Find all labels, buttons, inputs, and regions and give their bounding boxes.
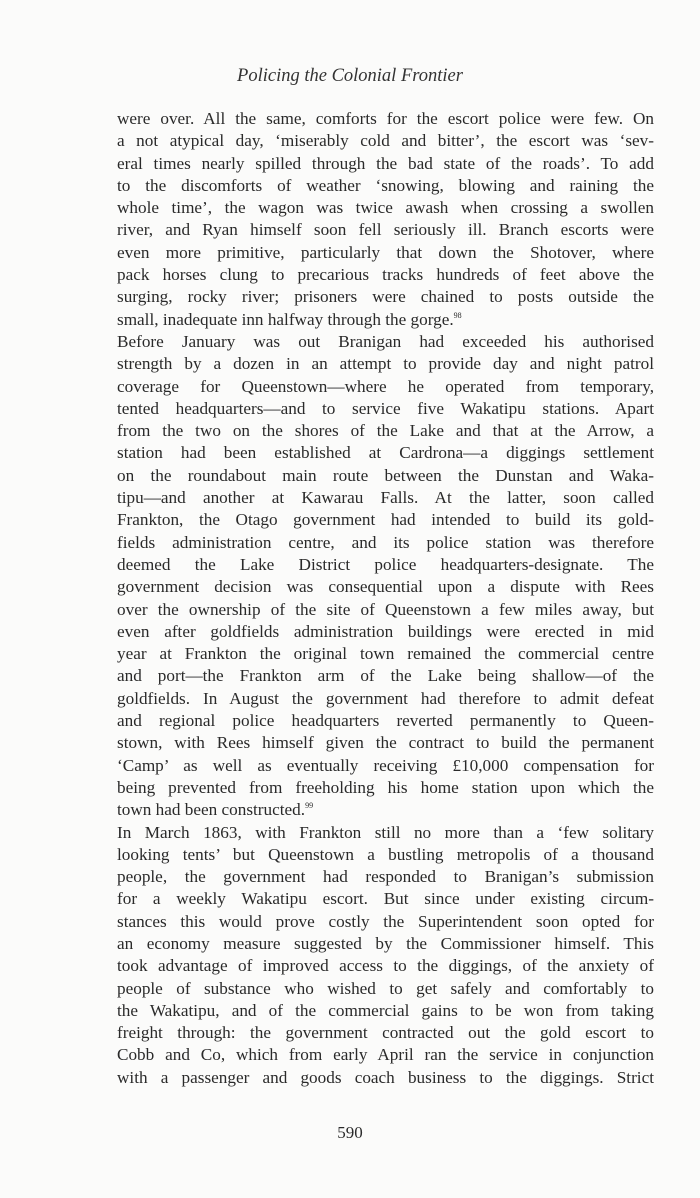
text-line: In March 1863, with Frankton still no more than a ‘few solitary: [117, 822, 654, 842]
text-line: people of substance who wished to get safely and comfortably to: [117, 978, 654, 998]
text-line: and regional police headquarters reverted permanently to Queen-: [117, 711, 654, 731]
text-line: eral times nearly spilled through the bad state of the roads’. To add: [117, 153, 654, 173]
text-line: ‘Camp’ as well as eventually receiving £10,000 compensation for: [117, 755, 654, 775]
text-line: Cobb and Co, which from early April ran the service in conjunction: [117, 1045, 654, 1065]
text-line: and port—the Frankton arm of the Lake being shallow—of the: [117, 666, 654, 686]
text-line: took advantage of improved access to the diggings, of the anxiety of: [117, 956, 654, 976]
text-line-content: small, inadequate inn halfway through the gorge.: [117, 309, 454, 329]
text-line: deemed the Lake District police headquarters-designate. The: [117, 554, 654, 574]
text-line: people, the government had responded to Branigan’s submission: [117, 867, 654, 887]
text-line: strength by a dozen in an attempt to provide day and night patrol: [117, 354, 654, 374]
paragraph: [117, 108, 654, 331]
text-line: with a passenger and goods coach business to the diggings. Strict: [117, 1067, 654, 1087]
text-line: whole time’, the wagon was twice awash when crossing a swollen: [117, 198, 654, 218]
text-line: station had been established at Cardrona—a diggings settlement: [117, 443, 654, 463]
text-line: goldfields. In August the government had therefore to admit defeat: [117, 688, 654, 708]
running-head: Policing the Colonial Frontier: [237, 66, 463, 86]
body-text: [117, 108, 654, 1089]
text-line: even more primitive, particularly that down the Shotover, where: [117, 242, 654, 262]
text-line: for a weekly Wakatipu escort. But since under existing circum-: [117, 889, 654, 909]
text-line: year at Frankton the original town remained the commercial centre: [117, 644, 654, 664]
paragraph: [117, 331, 654, 822]
text-line: over the ownership of the site of Queenstown a few miles away, but: [117, 599, 654, 619]
text-line: to the discomforts of weather ‘snowing, blowing and raining the: [117, 175, 654, 195]
footnote-ref: 99: [305, 801, 314, 811]
text-line: [117, 309, 654, 331]
text-line: were over. All the same, comforts for the escort police were few. On: [117, 109, 654, 128]
text-line-content: town had been constructed.: [117, 800, 306, 820]
text-line: from the two on the shores of the Lake and that at the Arrow, a: [117, 421, 654, 441]
text-line: Frankton, the Otago government had intended to build its gold-: [117, 510, 654, 530]
text-line: stances this would prove costly the Superintendent soon opted for: [117, 911, 654, 931]
text-line: tipu—and another at Kawarau Falls. At the latter, soon called: [117, 488, 654, 508]
text-line: [117, 799, 654, 821]
text-line: freight through: the government contracted out the gold escort to: [117, 1023, 654, 1043]
text-line: tented headquarters—and to service five Wakatipu stations. Apart: [117, 398, 654, 418]
text-line: a not atypical day, ‘miserably cold and bitter’, the escort was ‘sev-: [117, 131, 654, 151]
text-line: the Wakatipu, and of the commercial gains to be won from taking: [117, 1000, 654, 1020]
text-line: river, and Ryan himself soon fell seriously ill. Branch escorts were: [117, 220, 654, 240]
paragraph: [117, 822, 654, 1090]
text-line: stown, with Rees himself given the contract to build the permanent: [117, 733, 654, 753]
text-line: on the roundabout main route between the Dunstan and Waka-: [117, 465, 654, 485]
text-line: surging, rocky river; prisoners were chained to posts outside the: [117, 287, 654, 307]
text-line: fields administration centre, and its police station was therefore: [117, 532, 654, 552]
text-line: looking tents’ but Queenstown a bustling metropolis of a thousand: [117, 844, 654, 864]
text-line: even after goldfields administration buildings were erected in mid: [117, 621, 654, 641]
text-line: an economy measure suggested by the Commissioner himself. This: [117, 933, 654, 953]
footnote-ref: 98: [453, 310, 462, 320]
text-line: government decision was consequential upon a dispute with Rees: [117, 577, 654, 597]
text-line: being prevented from freeholding his home station upon which the: [117, 777, 654, 797]
page-number: 590: [337, 1123, 363, 1142]
text-line: [117, 331, 654, 353]
text-line-content: Before January was out Branigan had exceeded his authorised: [117, 331, 654, 351]
text-line: coverage for Queenstown—where he operated from temporary,: [117, 376, 654, 396]
text-line: pack horses clung to precarious tracks hundreds of feet above the: [117, 265, 654, 285]
